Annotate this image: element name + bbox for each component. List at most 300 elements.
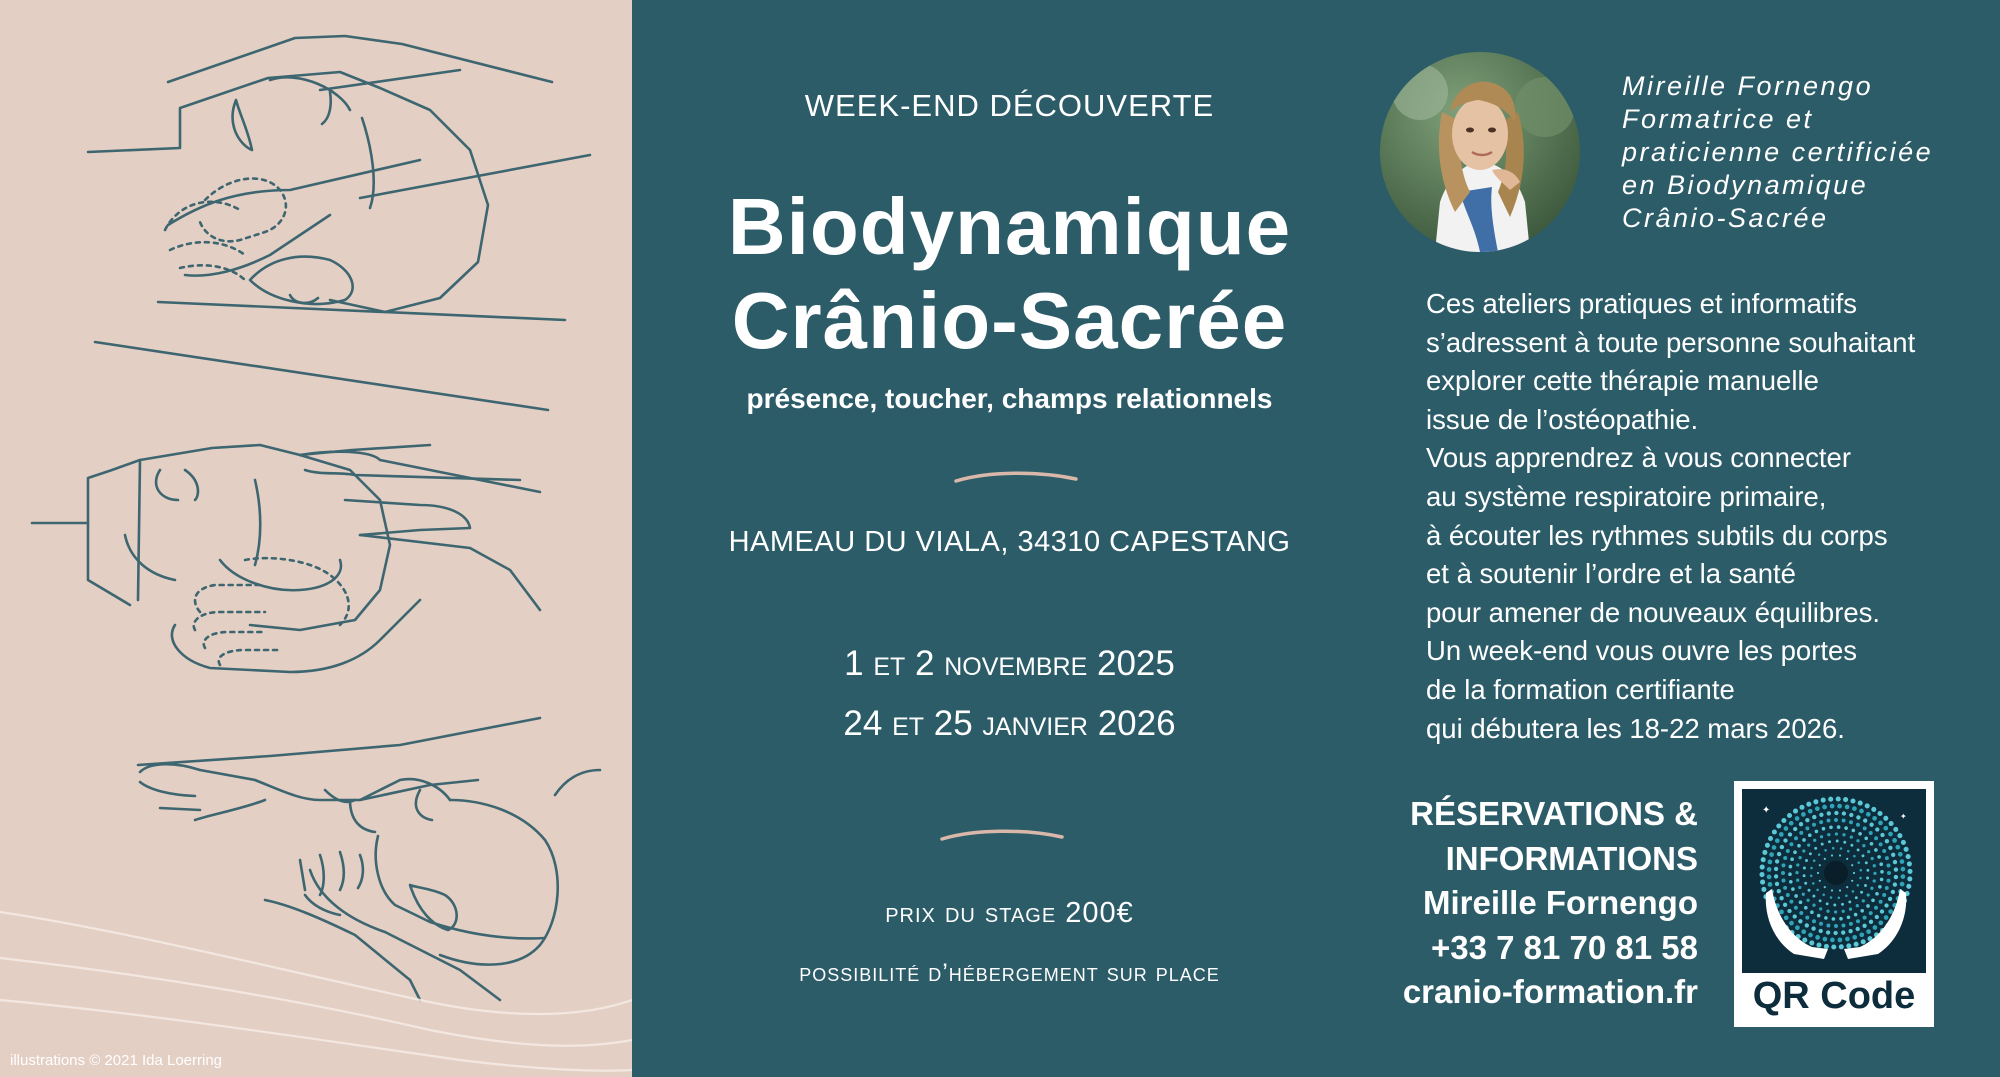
qr-dot: [1760, 880, 1765, 885]
qr-dot: [1900, 882, 1905, 887]
qr-dot: [1810, 910, 1814, 914]
qr-dot: [1879, 900, 1883, 904]
qr-dot: [1880, 870, 1884, 874]
qr-dot: [1798, 886, 1801, 889]
qr-dot: [1772, 829, 1777, 834]
qr-dot: [1793, 827, 1797, 831]
qr-dot: [1874, 836, 1878, 840]
qr-dot: [1877, 855, 1881, 859]
craniosacral-therapy-hands-illustration: [0, 0, 632, 1077]
qr-dot: [1887, 864, 1891, 868]
qr-dot: [1836, 796, 1841, 801]
bio-line-1: Mireille Fornengo: [1622, 71, 1874, 101]
qr-dot: [1871, 807, 1876, 812]
qr-dot: [1808, 933, 1813, 938]
qr-dot: [1817, 914, 1821, 918]
qr-dot: [1803, 874, 1806, 877]
qr-dot: [1860, 891, 1863, 894]
description-line: Ces ateliers pratiques et informatifs: [1426, 288, 1858, 319]
qr-dot: [1799, 831, 1803, 835]
description-line: explorer cette thérapie manuelle: [1426, 365, 1819, 397]
qr-dot: [1815, 806, 1820, 811]
qr-dot: [1761, 857, 1766, 862]
qr-dot: [1824, 886, 1826, 888]
qr-dot: [1862, 899, 1865, 902]
qr-dot: [1813, 799, 1818, 804]
qr-dot: [1845, 894, 1848, 897]
qr-dot: [1759, 872, 1764, 877]
qr-dot: [1836, 840, 1839, 843]
qr-dot: [1874, 906, 1878, 910]
qr-dot: [1830, 896, 1833, 899]
qr-dot: [1892, 838, 1897, 843]
course-price: prix du stage 200€: [885, 897, 1134, 929]
qr-dot: [1840, 847, 1843, 850]
qr-dot: [1856, 823, 1860, 827]
qr-dot: [1806, 802, 1811, 807]
svg-text:✦: ✦: [1900, 812, 1907, 821]
illustration-credit: illustrations © 2021 Ida Loerring: [10, 1052, 223, 1069]
qr-dot: [1786, 849, 1790, 853]
dotted-circle-hands-icon: [1742, 789, 1926, 973]
qr-dot: [1859, 932, 1864, 937]
qr-dot: [1768, 860, 1773, 865]
qr-dot: [1888, 897, 1892, 901]
qr-dot: [1783, 838, 1787, 842]
qr-dot: [1888, 909, 1893, 914]
qr-dot: [1795, 871, 1798, 874]
qr-dot: [1878, 821, 1883, 826]
qr-dot: [1857, 884, 1860, 887]
qr-dot: [1820, 835, 1823, 838]
event-kicker: WEEK-END DÉCOUVERTE: [804, 88, 1215, 123]
qr-dot: [1815, 830, 1819, 834]
qr-dot: [1798, 919, 1802, 923]
qr-dot: [1858, 801, 1863, 806]
qr-dot: [1827, 811, 1831, 815]
decorative-divider-1: [954, 468, 1078, 488]
qr-dot: [1810, 875, 1813, 878]
qr-dot: [1826, 902, 1829, 905]
portrait-photo: [1380, 52, 1580, 252]
qr-dot: [1783, 886, 1787, 890]
qr-dot: [1798, 856, 1801, 859]
qr-code-label: QR Code: [1752, 975, 1916, 1017]
qr-dot: [1852, 890, 1855, 893]
qr-dot: [1872, 816, 1877, 821]
bio-line-2: Formatrice et: [1622, 104, 1814, 134]
qr-dot: [1856, 839, 1859, 842]
qr-dot: [1849, 922, 1853, 926]
description-line: au système respiratoire primaire,: [1426, 480, 1827, 512]
qr-dot: [1883, 826, 1888, 831]
qr-dot: [1857, 848, 1860, 851]
qr-dot: [1855, 896, 1858, 899]
qr-dot: [1799, 900, 1803, 904]
qr-dot: [1901, 840, 1906, 845]
qr-dot: [1760, 865, 1765, 870]
qr-dot: [1788, 832, 1792, 836]
qr-dot: [1867, 850, 1870, 853]
qr-dot: [1906, 884, 1911, 889]
qr-dot: [1823, 937, 1828, 942]
bio-line-3: praticienne certificiée: [1622, 137, 1934, 167]
qr-dot: [1849, 813, 1853, 817]
qr-dot: [1900, 859, 1905, 864]
svg-text:✦: ✦: [1762, 805, 1771, 816]
qr-dot: [1815, 935, 1820, 940]
qr-dot: [1789, 865, 1793, 869]
qr-dot: [1777, 852, 1781, 856]
description-line: à écouter les rythmes subtils du corps: [1426, 519, 1888, 551]
qr-dot: [1824, 849, 1827, 852]
qr-dot: [1835, 832, 1838, 835]
description-line: qui débutera les 18-22 mars 2026.: [1426, 712, 1845, 744]
qr-dot: [1856, 904, 1859, 907]
qr-dot: [1813, 859, 1816, 862]
qr-dot: [1849, 820, 1853, 824]
qr-dot: [1782, 879, 1786, 883]
qr-dot: [1805, 916, 1809, 920]
qr-dot: [1816, 889, 1819, 892]
qr-dot: [1802, 893, 1805, 896]
qr-dot: [1833, 904, 1836, 907]
qr-dot: [1866, 812, 1871, 817]
qr-dot: [1776, 823, 1781, 828]
qr-dot: [1880, 878, 1884, 882]
qr-dot: [1848, 929, 1852, 933]
qr-dot: [1804, 882, 1807, 885]
contact-website[interactable]: cranio-formation.fr: [1402, 973, 1698, 1010]
qr-dot: [1812, 882, 1815, 885]
qr-dot: [1834, 818, 1838, 822]
qr-dot: [1819, 899, 1822, 902]
qr-dot: [1783, 856, 1787, 860]
qr-dot: [1812, 904, 1815, 907]
qr-dot: [1873, 872, 1876, 875]
qr-dot: [1907, 869, 1912, 874]
qr-dot: [1887, 871, 1891, 875]
qr-dot: [1774, 874, 1778, 878]
qr-dot: [1831, 889, 1833, 891]
qr-dot: [1842, 811, 1846, 815]
trainer-bio: [1622, 70, 1933, 235]
qr-dot: [1839, 917, 1843, 921]
qr-dot: [1846, 858, 1848, 860]
title-line-1: Biodynamique: [727, 182, 1292, 271]
qr-dot: [1761, 887, 1766, 892]
qr-dot: [1801, 812, 1806, 817]
qr-dot: [1885, 886, 1889, 890]
qr-dot: [1888, 832, 1893, 837]
qr-dot: [1856, 815, 1860, 819]
qr-dot: [1822, 805, 1827, 810]
qr-dot: [1865, 803, 1870, 808]
qr-dot: [1850, 844, 1853, 847]
qr-dot: [1853, 872, 1855, 874]
qr-dot: [1842, 819, 1846, 823]
qr-dot: [1819, 820, 1823, 824]
qr-dot: [1841, 930, 1845, 934]
qr-dot: [1802, 938, 1807, 943]
qr-dot: [1873, 864, 1876, 867]
qr-dot: [1831, 854, 1833, 856]
qr-dot: [1819, 907, 1822, 910]
qr-dot: [1888, 846, 1892, 850]
qr-dot: [1869, 920, 1873, 924]
qr-dot: [1845, 937, 1850, 942]
qr-dot: [1893, 860, 1897, 864]
qr-dot: [1822, 827, 1826, 831]
qr-dot: [1839, 854, 1841, 856]
qr-dot: [1863, 818, 1867, 822]
contact-heading-1: RÉSERVATIONS &: [1410, 795, 1698, 832]
qr-dot: [1863, 826, 1867, 830]
qr-dot: [1834, 924, 1838, 928]
qr-dot: [1880, 909, 1884, 913]
qr-dot: [1779, 832, 1784, 837]
qr-dot: [1799, 911, 1803, 915]
qr-dot: [1789, 880, 1793, 884]
qr-dot: [1907, 876, 1912, 881]
qr-dot: [1839, 889, 1841, 891]
description-line: s’adressent à toute personne souhaitant: [1426, 326, 1916, 358]
qr-dot: [1859, 809, 1864, 814]
qr-dot: [1854, 942, 1859, 947]
event-location: HAMEAU DU VIALA, 34310 CAPESTANG: [728, 526, 1291, 558]
qr-dot: [1774, 867, 1778, 871]
qr-dot: [1856, 927, 1860, 931]
qr-dot: [1864, 836, 1868, 840]
qr-dot: [1851, 880, 1853, 882]
qr-dot: [1789, 842, 1793, 846]
qr-dot: [1878, 885, 1882, 889]
qr-dot: [1816, 942, 1821, 947]
qr-dot: [1852, 806, 1857, 811]
qr-dot: [1772, 845, 1777, 850]
qr-dot: [1793, 850, 1797, 854]
bio-line-4: en Biodynamique: [1622, 170, 1869, 200]
qr-dot: [1805, 826, 1809, 830]
qr-dot: [1829, 825, 1833, 829]
lodging-info: possibilité d’hébergement sur place: [799, 959, 1220, 987]
qr-dot: [1879, 842, 1883, 846]
qr-dot: [1880, 833, 1884, 837]
qr-dot: [1777, 889, 1781, 893]
qr-dot: [1869, 831, 1873, 835]
qr-dot: [1891, 853, 1895, 857]
qr-dot: [1799, 805, 1804, 810]
qr-dot: [1794, 836, 1798, 840]
qr-dot: [1795, 816, 1800, 821]
qr-dot: [1862, 854, 1865, 857]
qr-dot: [1812, 895, 1815, 898]
qr-dot: [1762, 850, 1767, 855]
illustration-panel: [0, 0, 632, 1077]
qr-dot: [1859, 877, 1862, 880]
qr-dot: [1775, 859, 1779, 863]
qr-dot: [1805, 859, 1808, 862]
qr-dot: [1866, 877, 1869, 880]
qr-dot: [1884, 915, 1889, 920]
workshop-description: [1426, 285, 1915, 748]
qr-dot: [1834, 910, 1837, 913]
qr-dot: [1878, 920, 1883, 925]
qr-dot: [1844, 826, 1848, 830]
qr-dot: [1845, 805, 1850, 810]
qr-code[interactable]: [1734, 781, 1934, 1027]
qr-dot: [1839, 944, 1844, 949]
event-date-2: 24 et 25 janvier 2026: [843, 704, 1176, 743]
qr-code-graphic: [1742, 789, 1926, 973]
qr-dot: [1860, 869, 1863, 872]
qr-dot: [1874, 848, 1878, 852]
qr-dot: [1824, 916, 1828, 920]
qr-dot: [1832, 917, 1836, 921]
description-line: de la formation certifiante: [1426, 673, 1735, 705]
contact-heading-2: INFORMATIONS: [1445, 839, 1698, 877]
qr-dot: [1875, 827, 1879, 831]
description-line: Un week-end vous ouvre les portes: [1426, 635, 1858, 667]
qr-dot: [1893, 882, 1897, 886]
qr-dot: [1824, 858, 1826, 860]
qr-dot: [1801, 929, 1806, 934]
contact-phone[interactable]: +33 7 81 70 81 58: [1431, 928, 1698, 966]
qr-dot: [1858, 832, 1862, 836]
qr-dot: [1882, 893, 1886, 897]
qr-dot: [1906, 854, 1911, 859]
qr-dot: [1780, 845, 1784, 849]
qr-dot: [1833, 931, 1837, 935]
qr-dot: [1819, 922, 1823, 926]
qr-dot: [1802, 849, 1805, 852]
event-date-1: 1 et 2 novembre 2025: [844, 644, 1175, 683]
qr-dot: [1870, 887, 1873, 890]
qr-dot: [1864, 884, 1867, 887]
qr-dot: [1803, 867, 1806, 870]
qr-dot: [1842, 924, 1846, 928]
qr-dot: [1793, 914, 1797, 918]
qr-dot: [1794, 906, 1798, 910]
qr-dot: [1794, 894, 1798, 898]
qr-dot: [1790, 857, 1794, 861]
qr-dot: [1850, 835, 1853, 838]
qr-dot: [1814, 847, 1817, 850]
qr-dot: [1897, 833, 1902, 838]
qr-dot: [1901, 867, 1906, 872]
qr-dot: [1796, 879, 1799, 882]
qr-dot: [1768, 836, 1773, 841]
qr-dot: [1812, 919, 1816, 923]
qr-dot: [1895, 845, 1900, 850]
qr-dot: [1871, 898, 1875, 902]
qr-dot: [1828, 797, 1833, 802]
qr-dot: [1822, 894, 1825, 897]
qr-dot: [1830, 938, 1835, 943]
qr-dot: [1870, 842, 1874, 846]
description-line: et à soutenir l’ordre et la santé: [1426, 558, 1796, 590]
qr-dot: [1850, 798, 1855, 803]
qr-dot: [1786, 893, 1790, 897]
qr-dot: [1848, 900, 1851, 903]
qr-dot: [1873, 879, 1876, 882]
qr-dot: [1831, 944, 1836, 949]
qr-dot: [1887, 879, 1891, 883]
qr-dot: [1779, 910, 1784, 915]
qr-dot: [1788, 872, 1792, 876]
qr-dot: [1834, 811, 1838, 815]
qr-dot: [1796, 863, 1799, 866]
qr-dot: [1838, 938, 1843, 943]
qr-dot: [1871, 857, 1874, 860]
qr-dot: [1809, 852, 1812, 855]
qr-dot: [1789, 900, 1793, 904]
qr-dot: [1805, 923, 1809, 927]
event-subtitle: présence, toucher, champs relationnels: [746, 383, 1273, 414]
qr-dot: [1807, 843, 1810, 846]
qr-dot: [1843, 797, 1848, 802]
qr-dot: [1894, 867, 1898, 871]
qr-dot: [1846, 943, 1851, 948]
qr-dot: [1821, 798, 1826, 803]
qr-dot: [1842, 833, 1845, 836]
contact-block: [1403, 792, 1698, 1015]
qr-dot: [1812, 823, 1816, 827]
qr-dot: [1791, 887, 1795, 891]
qr-dot: [1830, 804, 1835, 809]
qr-dot: [1851, 829, 1855, 833]
qr-dot: [1826, 924, 1830, 928]
qr-dot: [1849, 908, 1852, 911]
qr-dot: [1843, 841, 1846, 844]
qr-dot: [1818, 853, 1821, 856]
qr-dot: [1805, 818, 1809, 822]
qr-dot: [1875, 892, 1879, 896]
qr-dot: [1802, 838, 1806, 842]
qr-dot: [1875, 915, 1879, 919]
qr-dot: [1768, 882, 1773, 887]
qr-dot: [1882, 849, 1886, 853]
qr-dot: [1779, 896, 1783, 900]
qr-dot: [1866, 904, 1870, 908]
qr-dot: [1894, 875, 1898, 879]
qr-dot: [1832, 847, 1835, 850]
qr-dot: [1867, 893, 1870, 896]
qr-dot: [1812, 815, 1816, 819]
description-line: issue de l’ostéopathie.: [1426, 403, 1699, 435]
qr-dot: [1824, 944, 1829, 949]
qr-dot: [1811, 926, 1815, 930]
qr-dot: [1889, 821, 1894, 826]
qr-dot: [1893, 827, 1898, 832]
event-title: [632, 180, 1387, 368]
qr-dot: [1784, 915, 1789, 920]
qr-dot: [1765, 843, 1770, 848]
qr-dot: [1885, 856, 1889, 860]
qr-dot: [1846, 886, 1848, 888]
qr-dot: [1828, 840, 1831, 843]
qr-dot: [1787, 909, 1791, 913]
qr-dot: [1799, 822, 1803, 826]
qr-dot: [1804, 906, 1808, 910]
qr-dot: [1784, 826, 1789, 831]
qr-dot: [1821, 843, 1824, 846]
qr-dot: [1873, 925, 1878, 930]
qr-dot: [1842, 910, 1845, 913]
qr-dot: [1826, 930, 1830, 934]
contact-name: Mireille Fornengo: [1422, 884, 1698, 921]
qr-dot: [1904, 847, 1909, 852]
